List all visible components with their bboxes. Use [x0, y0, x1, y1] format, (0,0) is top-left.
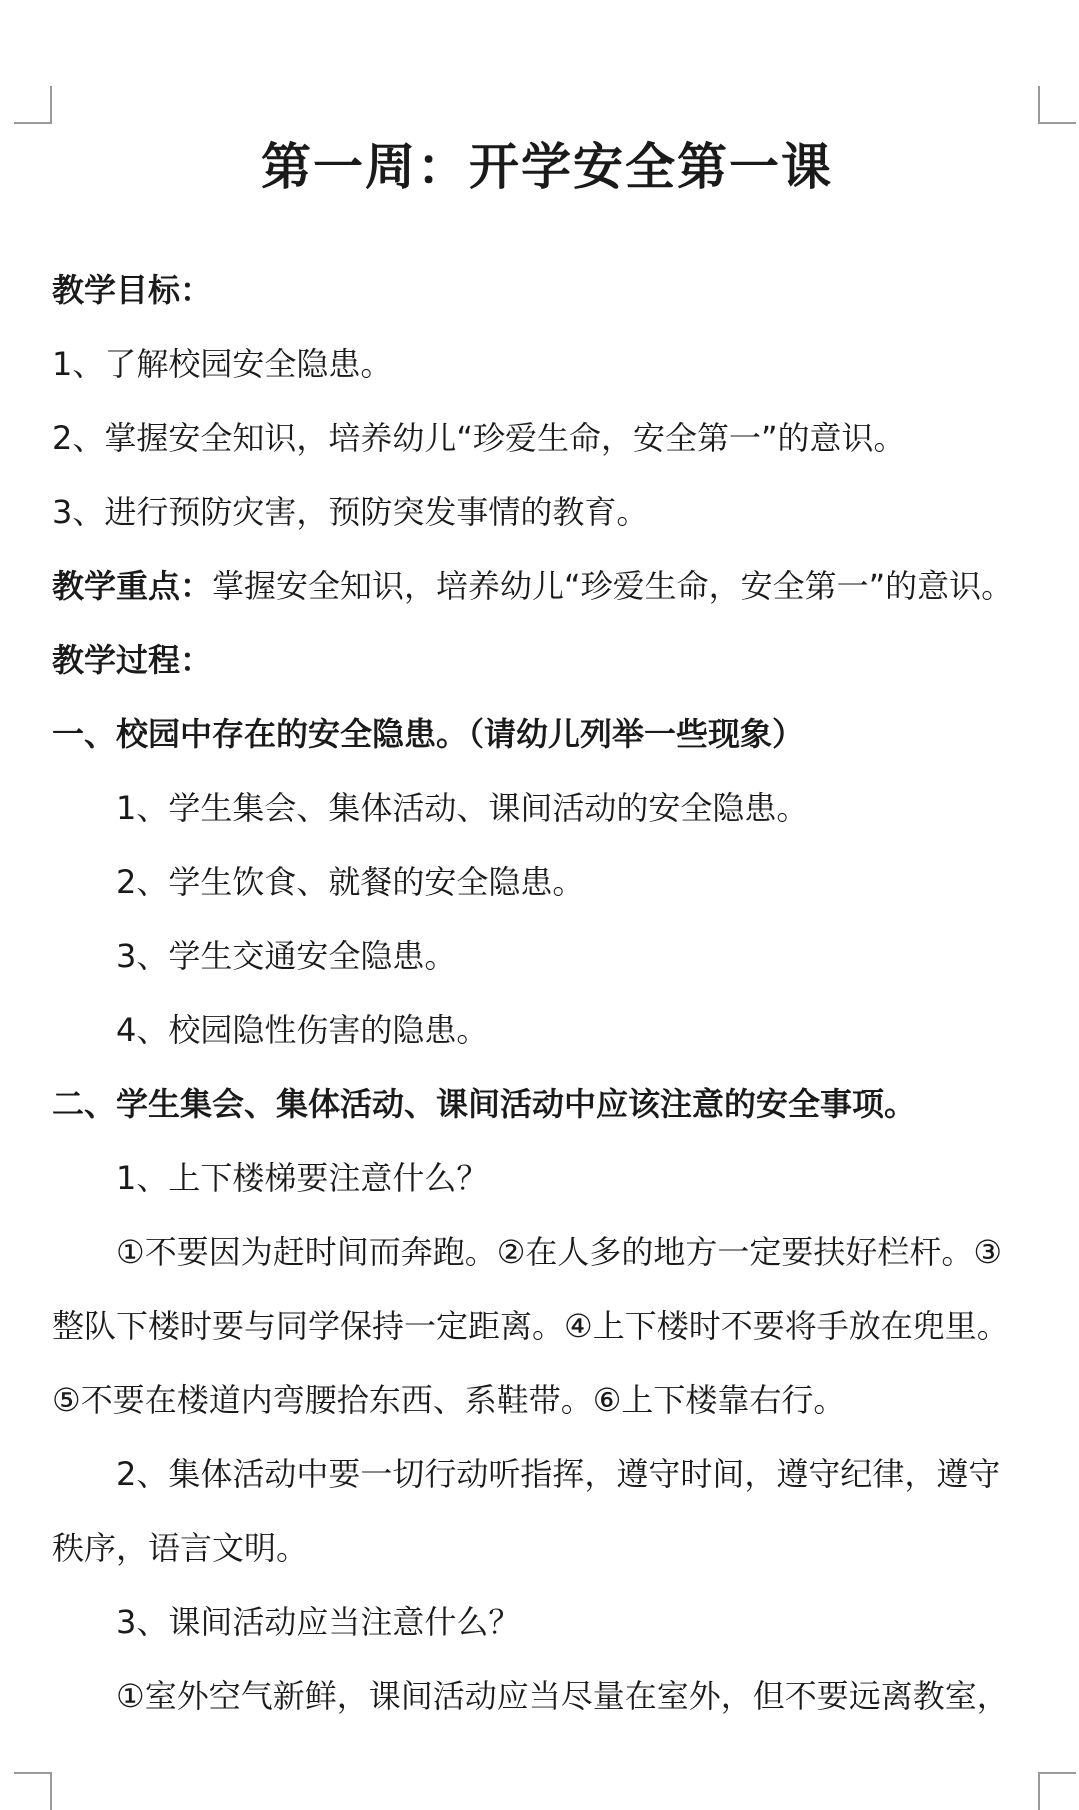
process-heading: 教学过程：: [52, 641, 213, 679]
section-2-heading: 二、学生集会、集体活动、课间活动中应该注意的安全事项。: [52, 1085, 917, 1123]
section-1-item: 3、学生交通安全隐患。: [116, 937, 457, 975]
section-2-answer-1-line: ⑤不要在楼道内弯腰拾东西、系鞋带。⑥上下楼靠右行。: [52, 1381, 846, 1419]
goal-item: 2、掌握安全知识，培养幼儿“珍爱生命，安全第一”的意识。: [52, 419, 906, 457]
section-2-question-1: 1、上下楼梯要注意什么？: [116, 1159, 489, 1197]
focus-text: 掌握安全知识，培养幼儿“珍爱生命，安全第一”的意识。: [212, 567, 1014, 605]
section-2-answer-1-line: ①不要因为赶时间而奔跑。②在人多的地方一定要扶好栏杆。③: [116, 1233, 1003, 1271]
section-1-item: 4、校园隐性伤害的隐患。: [116, 1011, 489, 1049]
page-corner-mark-bottom-right: [1038, 1772, 1076, 1810]
page-corner-mark-top-left: [14, 86, 52, 124]
section-2-question-3: 3、课间活动应当注意什么？: [116, 1603, 521, 1641]
section-2-answer-3-line: ①室外空气新鲜，课间活动应当尽量在室外，但不要远离教室，: [116, 1677, 1009, 1715]
section-1-heading: 一、校园中存在的安全隐患。（请幼儿列举一些现象）: [52, 715, 805, 753]
goal-item: 1、了解校园安全隐患。: [52, 345, 393, 383]
page-corner-mark-top-right: [1038, 86, 1076, 124]
section-2-point-2-line: 秩序，语言文明。: [52, 1529, 309, 1567]
document-title: 第一周：开学安全第一课: [261, 138, 833, 196]
focus-label: 教学重点：: [52, 567, 213, 605]
goals-heading: 教学目标：: [52, 271, 213, 309]
section-1-item: 1、学生集会、集体活动、课间活动的安全隐患。: [116, 789, 809, 827]
section-1-item: 2、学生饮食、就餐的安全隐患。: [116, 863, 585, 901]
goal-item: 3、进行预防灾害，预防突发事情的教育。: [52, 493, 649, 531]
section-2-answer-1-line: 整队下楼时要与同学保持一定距离。④上下楼时不要将手放在兜里。: [52, 1307, 1009, 1345]
page-corner-mark-bottom-left: [14, 1772, 52, 1810]
section-2-point-2-line: 2、集体活动中要一切行动听指挥，遵守时间，遵守纪律，遵守: [116, 1455, 1001, 1493]
focus-paragraph: [52, 564, 1042, 608]
